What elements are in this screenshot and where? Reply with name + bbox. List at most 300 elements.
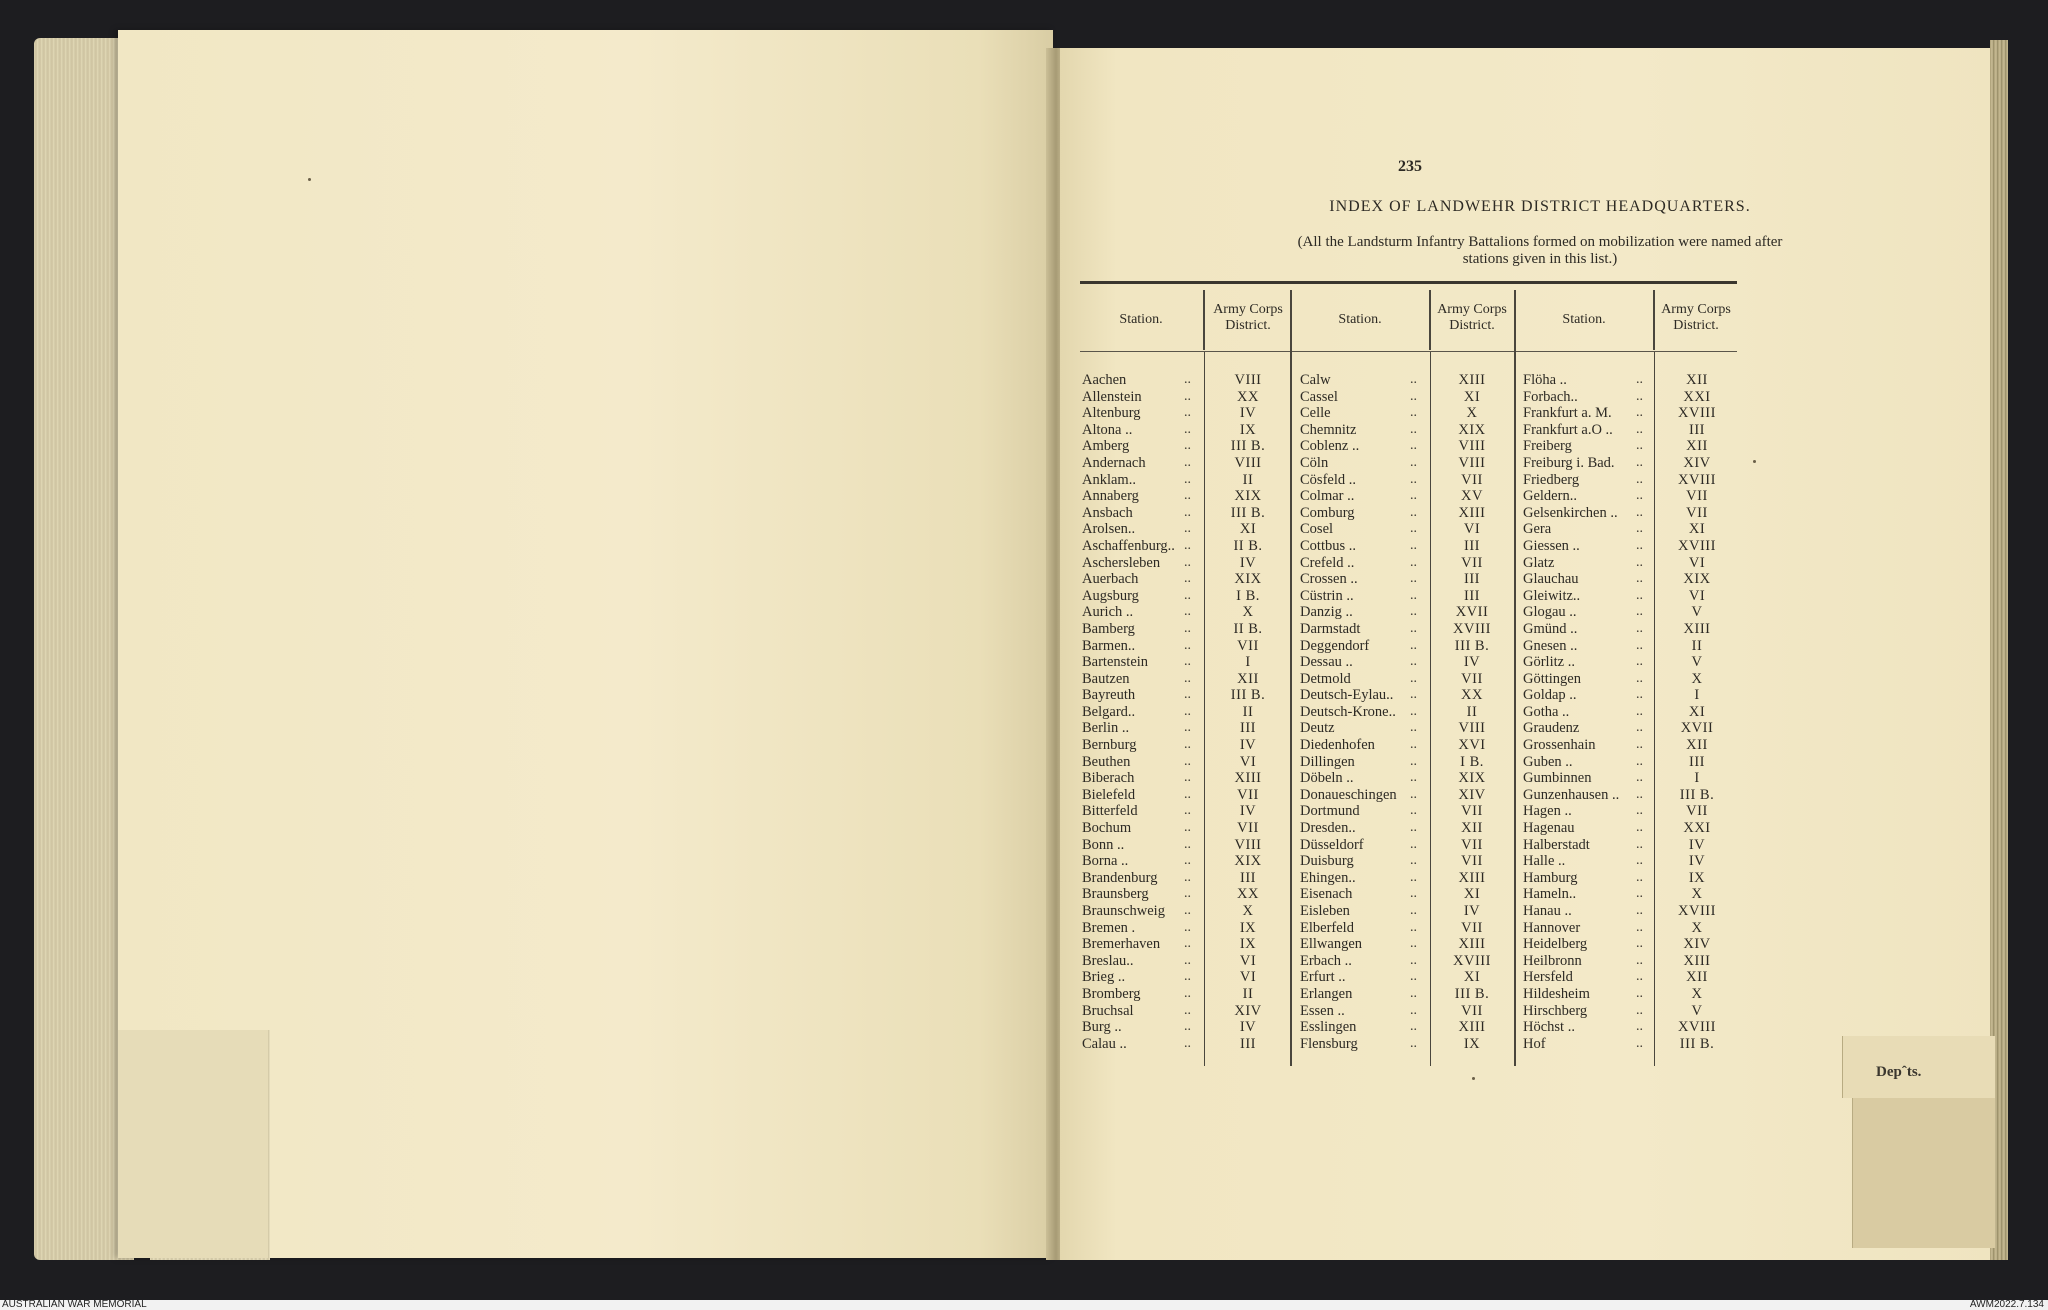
column-divider (1204, 352, 1205, 1066)
corps-district-cell: IV (1688, 853, 1706, 870)
leader-dots: .. (1410, 952, 1417, 968)
table-top-rule (1080, 281, 1737, 284)
leader-dots: .. (1410, 1019, 1417, 1035)
leader-dots: .. (1410, 919, 1417, 935)
corps-district-cell: XX (1461, 687, 1483, 704)
station-cell: Geldern.. (1523, 488, 1577, 505)
station-cell: Glauchau (1523, 571, 1579, 588)
leader-dots: .. (1636, 1035, 1643, 1051)
station-cell: Deutsch-Krone.. (1300, 703, 1396, 720)
leader-dots: .. (1410, 488, 1417, 504)
station-cell: Gleiwitz.. (1523, 587, 1581, 604)
corps-district-cell: XIX (1458, 770, 1486, 787)
station-column-1 (1082, 372, 1200, 1052)
paper-spot (308, 178, 311, 181)
corps-district-cell: VI (1239, 952, 1257, 969)
corps-district-cell: II B. (1233, 620, 1263, 637)
corps-district-cell: VI (1239, 753, 1257, 770)
leader-dots: .. (1410, 687, 1417, 703)
header-station-2: Station. (1338, 312, 1382, 327)
station-cell: Döbeln .. (1300, 770, 1354, 787)
corps-district-cell: XIII (1458, 869, 1486, 886)
leader-dots: .. (1636, 703, 1643, 719)
corps-district-cell: VIII (1234, 454, 1262, 471)
station-cell: Gera (1523, 521, 1552, 538)
leader-dots: .. (1184, 537, 1191, 553)
leader-dots: .. (1184, 903, 1191, 918)
corps-district-cell: VI (1688, 587, 1706, 604)
leader-dots: .. (1636, 969, 1643, 985)
leader-dots: .. (1184, 703, 1191, 719)
leader-dots: .. (1636, 836, 1643, 852)
leader-dots: .. (1184, 820, 1191, 836)
corps-district-cell: XIII (1458, 504, 1486, 521)
station-cell: Freiburg i. Bad. (1523, 454, 1615, 471)
station-cell: Erfurt .. (1300, 969, 1346, 986)
leader-dots: .. (1636, 454, 1643, 470)
corps-district-cell: XI (1688, 703, 1706, 720)
corps-district-cell: II (1466, 703, 1478, 720)
station-cell: Freiberg (1523, 438, 1572, 455)
leader-dots: .. (1636, 504, 1643, 520)
station-cell: Grossenhain (1523, 737, 1596, 754)
corps-district-cell: X (1691, 886, 1703, 903)
leader-dots: .. (1410, 886, 1417, 902)
page-subtitle (1100, 234, 1980, 268)
corps-district-cell: XIV (1234, 1002, 1262, 1019)
station-cell: Amberg (1082, 438, 1130, 455)
station-cell: Gumbinnen (1523, 770, 1592, 787)
corps-column-3 (1656, 372, 1738, 1052)
page-number: 235 (1398, 158, 1422, 175)
left-page-fold (118, 1030, 268, 1258)
corps-district-cell: III B. (1454, 637, 1490, 654)
station-cell: Darmstadt (1300, 620, 1361, 637)
corps-district-cell: VII (1237, 820, 1259, 837)
corps-district-cell: VI (1239, 969, 1257, 986)
corps-district-cell: IV (1239, 405, 1257, 422)
station-cell: Görlitz .. (1523, 654, 1575, 671)
leader-dots: .. (1184, 372, 1191, 387)
leader-dots: .. (1636, 521, 1643, 537)
leader-dots: .. (1410, 438, 1417, 454)
leader-dots: .. (1184, 471, 1191, 487)
corps-district-cell: XVIII (1678, 537, 1716, 554)
corps-district-cell: IV (1239, 1019, 1257, 1036)
leader-dots: .. (1636, 687, 1643, 703)
station-cell: Celle (1300, 405, 1331, 422)
corps-district-cell: VI (1463, 521, 1481, 538)
station-cell: Duisburg (1300, 853, 1354, 870)
leader-dots: .. (1636, 786, 1643, 802)
leader-dots: .. (1184, 571, 1191, 587)
corps-district-cell: XII (1461, 820, 1483, 837)
corps-district-cell: XIV (1458, 786, 1486, 803)
station-cell: Flensburg (1300, 1035, 1358, 1052)
corps-district-cell: II (1242, 985, 1254, 1002)
leader-dots: .. (1410, 471, 1417, 487)
leader-dots: .. (1410, 388, 1417, 404)
station-cell: Bremen . (1082, 919, 1136, 936)
station-cell: Essen .. (1300, 1002, 1345, 1019)
leader-dots: .. (1410, 786, 1417, 802)
station-cell: Hanau .. (1523, 903, 1572, 919)
corps-district-cell: XVIII (1678, 903, 1716, 919)
leader-dots: .. (1184, 587, 1191, 603)
station-cell: Düsseldorf (1300, 836, 1364, 853)
corps-district-cell: XI (1688, 521, 1706, 538)
column-divider (1654, 352, 1655, 1066)
leader-dots: .. (1184, 770, 1191, 786)
leader-dots: .. (1184, 670, 1191, 686)
leader-dots: .. (1636, 637, 1643, 653)
station-cell: Esslingen (1300, 1019, 1357, 1036)
corps-district-cell: IX (1688, 869, 1706, 886)
station-cell: Belgard.. (1082, 703, 1136, 720)
station-cell: Graudenz (1523, 720, 1580, 737)
leader-dots: .. (1184, 853, 1191, 869)
leader-dots: .. (1184, 869, 1191, 885)
corps-district-cell: XIII (1458, 1019, 1486, 1036)
corps-district-cell: XVIII (1453, 952, 1491, 969)
corps-district-cell: IV (1463, 654, 1481, 671)
leader-dots: .. (1184, 504, 1191, 520)
station-cell: Augsburg (1082, 587, 1139, 604)
corps-district-cell: III B. (1230, 438, 1266, 455)
leader-dots: .. (1636, 604, 1643, 620)
corps-district-cell: IV (1239, 803, 1257, 820)
corps-district-cell: XIII (1683, 952, 1711, 969)
leader-dots: .. (1410, 853, 1417, 869)
corps-district-cell: I (1694, 687, 1700, 704)
corps-district-cell: III (1240, 720, 1256, 737)
station-cell: Brieg .. (1082, 969, 1126, 986)
leader-dots: .. (1184, 936, 1191, 952)
station-cell: Frankfurt a. M. (1523, 405, 1612, 422)
station-cell: Bayreuth (1082, 687, 1136, 704)
station-cell: Breslau.. (1082, 952, 1134, 969)
leader-dots: .. (1410, 753, 1417, 769)
leader-dots: .. (1410, 372, 1417, 387)
header-corps-line1: Army Corps (1213, 302, 1283, 317)
header-station-1: Station. (1119, 312, 1163, 327)
leader-dots: .. (1636, 869, 1643, 885)
station-cell: Gunzenhausen .. (1523, 786, 1620, 803)
station-cell: Hildesheim (1523, 985, 1590, 1002)
station-cell: Eisenach (1300, 886, 1353, 903)
station-cell: Diedenhofen (1300, 737, 1375, 754)
corps-district-cell: XXI (1683, 820, 1711, 837)
station-cell: Halle .. (1523, 853, 1566, 870)
header-corps-line2: District. (1673, 318, 1719, 333)
leader-dots: .. (1636, 554, 1643, 570)
station-cell: Elberfeld (1300, 919, 1354, 936)
station-cell: Bamberg (1082, 620, 1135, 637)
station-cell: Chemnitz (1300, 421, 1357, 438)
station-cell: Hannover (1523, 919, 1581, 936)
leader-dots: .. (1410, 521, 1417, 537)
corps-district-cell: III B. (1230, 504, 1266, 521)
corps-district-cell: XIX (1234, 571, 1262, 588)
corps-district-cell: VII (1237, 786, 1259, 803)
leader-dots: .. (1410, 405, 1417, 421)
leader-dots: .. (1636, 537, 1643, 553)
station-cell: Bonn .. (1082, 836, 1125, 853)
corps-district-cell: IX (1239, 421, 1257, 438)
station-cell: Bielefeld (1082, 786, 1136, 803)
station-cell: Heilbronn (1523, 952, 1582, 969)
station-cell: Glatz (1523, 554, 1555, 571)
station-cell: Allenstein (1082, 388, 1142, 405)
corps-district-cell: VII (1237, 637, 1259, 654)
leader-dots-column-2 (1410, 372, 1417, 1052)
leader-dots: .. (1184, 1019, 1191, 1035)
corps-district-cell: I B. (1236, 587, 1260, 604)
header-corps-line2: District. (1449, 318, 1495, 333)
station-cell: Arolsen.. (1082, 521, 1136, 538)
corps-district-cell: XIX (1234, 853, 1262, 870)
header-corps-1 (1206, 302, 1290, 334)
corps-district-cell: XX (1237, 388, 1259, 405)
leader-dots: .. (1184, 803, 1191, 819)
header-corps-line2: District. (1225, 318, 1271, 333)
station-column-3 (1523, 372, 1643, 1052)
corps-district-cell: X (1242, 604, 1254, 621)
leader-dots: .. (1184, 753, 1191, 769)
leader-dots: .. (1184, 720, 1191, 736)
leader-dots: .. (1184, 886, 1191, 902)
corps-district-cell: IX (1239, 936, 1257, 953)
corps-district-cell: VII (1461, 670, 1483, 687)
corps-district-cell: XIII (1458, 936, 1486, 953)
corps-district-cell: X (1691, 670, 1703, 687)
station-cell: Ansbach (1082, 504, 1133, 521)
corps-district-cell: I B. (1460, 753, 1484, 770)
paper-spot (1472, 1077, 1475, 1080)
corps-district-cell: VI (1688, 554, 1706, 571)
station-cell: Goldap .. (1523, 687, 1577, 704)
leader-dots: .. (1636, 737, 1643, 753)
corps-district-cell: XIX (1458, 421, 1486, 438)
station-cell: Cassel (1300, 388, 1338, 405)
leader-dots: .. (1184, 786, 1191, 802)
station-cell: Brandenburg (1082, 869, 1158, 886)
leader-dots: .. (1410, 803, 1417, 819)
corps-district-cell: XIX (1683, 571, 1711, 588)
corps-district-cell: XIII (1458, 372, 1486, 388)
station-cell: Altenburg (1082, 405, 1141, 422)
leader-dots: .. (1636, 372, 1643, 387)
station-column-2 (1300, 372, 1418, 1052)
leader-dots: .. (1636, 488, 1643, 504)
corps-district-cell: III (1689, 753, 1705, 770)
leader-dots: .. (1410, 869, 1417, 885)
leader-dots: .. (1410, 1035, 1417, 1051)
leader-dots: .. (1410, 454, 1417, 470)
leader-dots: .. (1410, 620, 1417, 636)
corps-district-cell: II (1691, 637, 1703, 654)
corps-district-cell: IX (1239, 919, 1257, 936)
station-cell: Deutsch-Eylau.. (1300, 687, 1394, 704)
station-cell: Aschersleben (1082, 554, 1161, 571)
station-cell: Crossen .. (1300, 571, 1358, 588)
column-divider (1430, 352, 1431, 1066)
station-cell: Borna .. (1082, 853, 1129, 870)
corps-district-cell: XVII (1455, 604, 1489, 621)
leader-dots: .. (1410, 654, 1417, 670)
station-cell: Cüstrin .. (1300, 587, 1354, 604)
leader-dots: .. (1184, 1002, 1191, 1018)
corps-district-cell: IV (1239, 554, 1257, 571)
corps-district-cell: II (1242, 471, 1254, 488)
corps-district-cell: III (1240, 869, 1256, 886)
station-cell: Erlangen (1300, 985, 1353, 1002)
corps-district-cell: III B. (1679, 1035, 1715, 1052)
leader-dots: .. (1184, 637, 1191, 653)
leader-dots: .. (1636, 936, 1643, 952)
corps-district-cell: III (1240, 1035, 1256, 1052)
leader-dots: .. (1184, 438, 1191, 454)
corps-district-cell: VII (1461, 1002, 1483, 1019)
station-cell: Braunschweig (1082, 903, 1165, 919)
corps-district-cell: XVIII (1453, 620, 1491, 637)
leader-dots: .. (1636, 421, 1643, 437)
leader-dots: .. (1410, 737, 1417, 753)
leader-dots: .. (1636, 985, 1643, 1001)
station-cell: Barmen.. (1082, 637, 1136, 654)
station-cell: Giessen .. (1523, 537, 1580, 554)
header-station-3: Station. (1562, 312, 1606, 327)
station-cell: Friedberg (1523, 471, 1580, 488)
corps-district-cell: VII (1686, 504, 1708, 521)
corps-district-cell: VIII (1234, 836, 1262, 853)
station-cell: Aurich .. (1082, 604, 1134, 621)
corps-district-cell: XI (1463, 388, 1481, 405)
leader-dots: .. (1636, 654, 1643, 670)
leader-dots: .. (1636, 753, 1643, 769)
corps-district-cell: XIII (1683, 620, 1711, 637)
column-divider (1514, 290, 1516, 1066)
corps-district-cell: XVI (1458, 737, 1486, 754)
corps-district-cell: III (1464, 537, 1480, 554)
leader-dots: .. (1184, 620, 1191, 636)
leader-dots: .. (1184, 654, 1191, 670)
station-cell: Biberach (1082, 770, 1135, 787)
leader-dots: .. (1184, 1035, 1191, 1051)
credit-bar (0, 1300, 2048, 1310)
corps-district-cell: VII (1461, 471, 1483, 488)
leader-dots: .. (1410, 604, 1417, 620)
station-cell: Hagen .. (1523, 803, 1572, 820)
leader-dots: .. (1636, 438, 1643, 454)
leader-dots: .. (1410, 670, 1417, 686)
corps-district-cell: IV (1688, 836, 1706, 853)
corps-district-cell: X (1242, 903, 1254, 919)
leader-dots: .. (1184, 836, 1191, 852)
station-cell: Detmold (1300, 670, 1351, 687)
leader-dots: .. (1636, 720, 1643, 736)
station-cell: Erbach .. (1300, 952, 1352, 969)
corps-district-cell: I (1694, 770, 1700, 787)
corps-district-cell: VII (1461, 853, 1483, 870)
leader-dots: .. (1410, 571, 1417, 587)
corps-district-cell: V (1691, 604, 1703, 621)
leader-dots: .. (1184, 405, 1191, 421)
leader-dots: .. (1410, 985, 1417, 1001)
station-cell: Aschaffenburg.. (1082, 537, 1175, 554)
station-cell: Beuthen (1082, 753, 1131, 770)
corps-district-cell: III B. (1230, 687, 1266, 704)
corps-district-cell: V (1691, 654, 1703, 671)
corps-district-cell: VII (1461, 554, 1483, 571)
corps-district-cell: XVIII (1678, 1019, 1716, 1036)
station-cell: Göttingen (1523, 670, 1581, 687)
corps-district-cell: XII (1686, 737, 1708, 754)
leader-dots: .. (1184, 737, 1191, 753)
station-cell: Bruchsal (1082, 1002, 1134, 1019)
station-cell: Coblenz .. (1300, 438, 1360, 455)
station-cell: Höchst .. (1523, 1019, 1575, 1036)
station-cell: Bautzen (1082, 670, 1130, 687)
station-cell: Bernburg (1082, 737, 1137, 754)
leader-dots-column-3 (1636, 372, 1643, 1052)
credit-source: AUSTRALIAN WAR MEMORIAL (2, 1299, 147, 1310)
corps-district-cell: VII (1461, 919, 1483, 936)
header-corps-line1: Army Corps (1661, 302, 1731, 317)
station-cell: Auerbach (1082, 571, 1139, 588)
leader-dots: .. (1636, 1002, 1643, 1018)
station-cell: Gotha .. (1523, 703, 1570, 720)
leader-dots: .. (1410, 1002, 1417, 1018)
corps-district-cell: III B. (1454, 985, 1490, 1002)
station-cell: Burg .. (1082, 1019, 1122, 1036)
station-cell: Cosel (1300, 521, 1334, 538)
leader-dots: .. (1410, 703, 1417, 719)
station-cell: Dillingen (1300, 753, 1355, 770)
leader-dots: .. (1184, 969, 1191, 985)
station-cell: Ellwangen (1300, 936, 1363, 953)
corps-district-cell: IV (1239, 737, 1257, 754)
corps-district-cell: I (1245, 654, 1251, 671)
leader-dots: .. (1184, 454, 1191, 470)
corps-district-cell: XVIII (1678, 471, 1716, 488)
leader-dots: .. (1410, 504, 1417, 520)
station-cell: Halberstadt (1523, 836, 1590, 853)
leader-dots: .. (1410, 421, 1417, 437)
station-cell: Hagenau (1523, 820, 1575, 837)
station-cell: Gmünd .. (1523, 620, 1578, 637)
station-cell: Cöln (1300, 454, 1329, 471)
leader-dots: .. (1636, 471, 1643, 487)
corps-district-cell: XI (1239, 521, 1257, 538)
index-tab-block (1852, 1098, 1995, 1248)
station-cell: Hamburg (1523, 869, 1578, 886)
leader-dots: .. (1410, 770, 1417, 786)
leader-dots: .. (1636, 388, 1643, 404)
paper-spot (1753, 460, 1756, 463)
corps-district-cell: VII (1686, 803, 1708, 820)
corps-district-cell: VIII (1458, 454, 1486, 471)
corps-district-cell: VII (1461, 803, 1483, 820)
corps-district-cell: IX (1463, 1035, 1481, 1052)
station-cell: Glogau .. (1523, 604, 1577, 621)
corps-district-cell: III (1464, 587, 1480, 604)
corps-district-cell: XII (1237, 670, 1259, 687)
leader-dots: .. (1184, 687, 1191, 703)
leader-dots: .. (1636, 853, 1643, 869)
station-cell: Forbach.. (1523, 388, 1578, 405)
corps-district-cell: IV (1463, 903, 1481, 919)
